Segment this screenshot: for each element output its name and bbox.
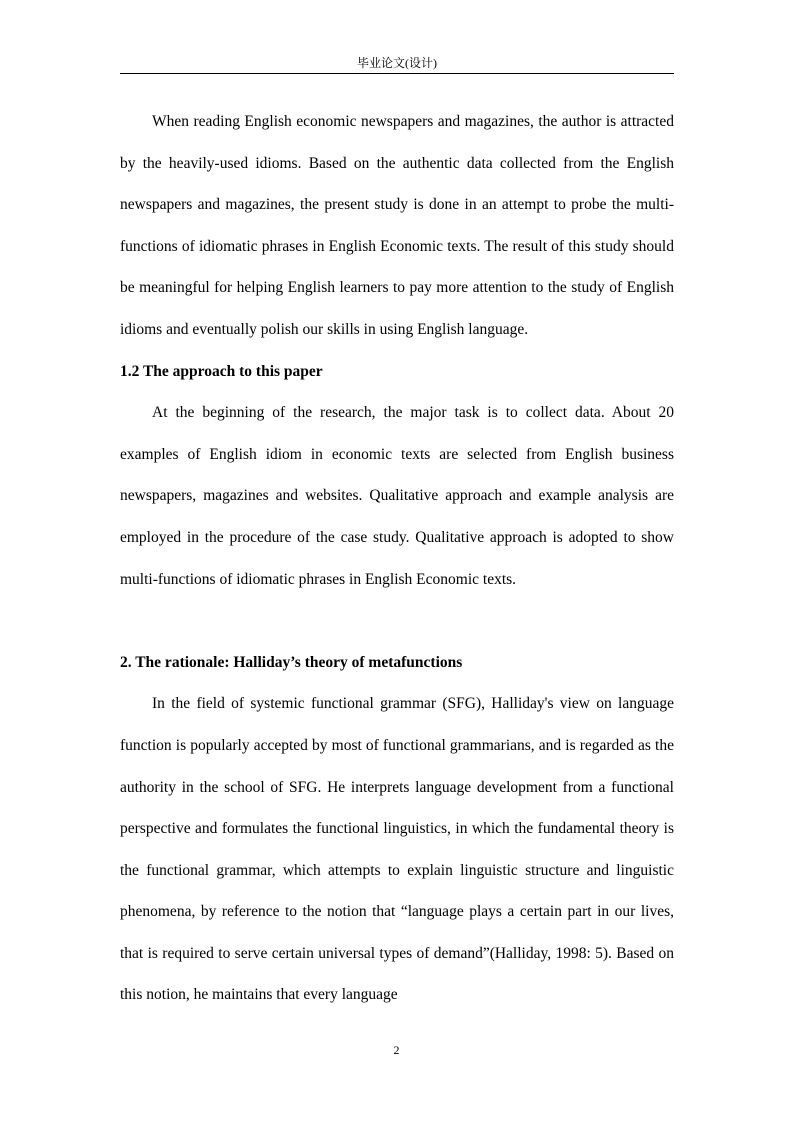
rationale-paragraph: In the field of systemic functional grammar (SFG), Halliday's view on language function is popularly accepted by most of functional grammarians, and is regarded as the authority in the school of SFG. He interprets language development from a functional perspective and formulates the functional linguistics, in which the fundamental theory is the functional grammar, which attempts to explain linguistic structure and linguistic phenomena, by reference to the notion that “language plays a certain part in our lives, that is required to serve certain universal types of demand”(Halliday, 1998: 5). Based on this notion, he maintains that every language: [120, 695, 674, 1004]
section-spacer: [120, 600, 674, 642]
page-header-title: 毕业论文(设计): [357, 56, 437, 70]
intro-paragraph: When reading English economic newspapers and magazines, the author is attracted by the heavily-used idioms. Based on the authentic data collected from the English newspapers and magazines, the present study is done in an attempt to probe the multi-functions of idiomatic phrases in English Economic texts. The result of this study should be meaningful for helping English learners to pay more attention to the study of English idioms and eventually polish our skills in using English language.: [120, 113, 674, 338]
section-heading-approach: 1.2 The approach to this paper: [120, 362, 323, 380]
document-body: [120, 101, 674, 1016]
approach-paragraph: At the beginning of the research, the major task is to collect data. About 20 examples of English idiom in economic texts are selected from English business newspapers, magazines and websites. Qualitative approach and example analysis are employed in the procedure of the case study. Qualitative approach is adopted to show multi-functions of idiomatic phrases in English Economic texts.: [120, 404, 674, 588]
header-divider: [120, 73, 674, 74]
section-heading-rationale: 2. The rationale: Halliday’s theory of metafunctions: [120, 653, 463, 671]
page-number: 2: [393, 1043, 400, 1057]
